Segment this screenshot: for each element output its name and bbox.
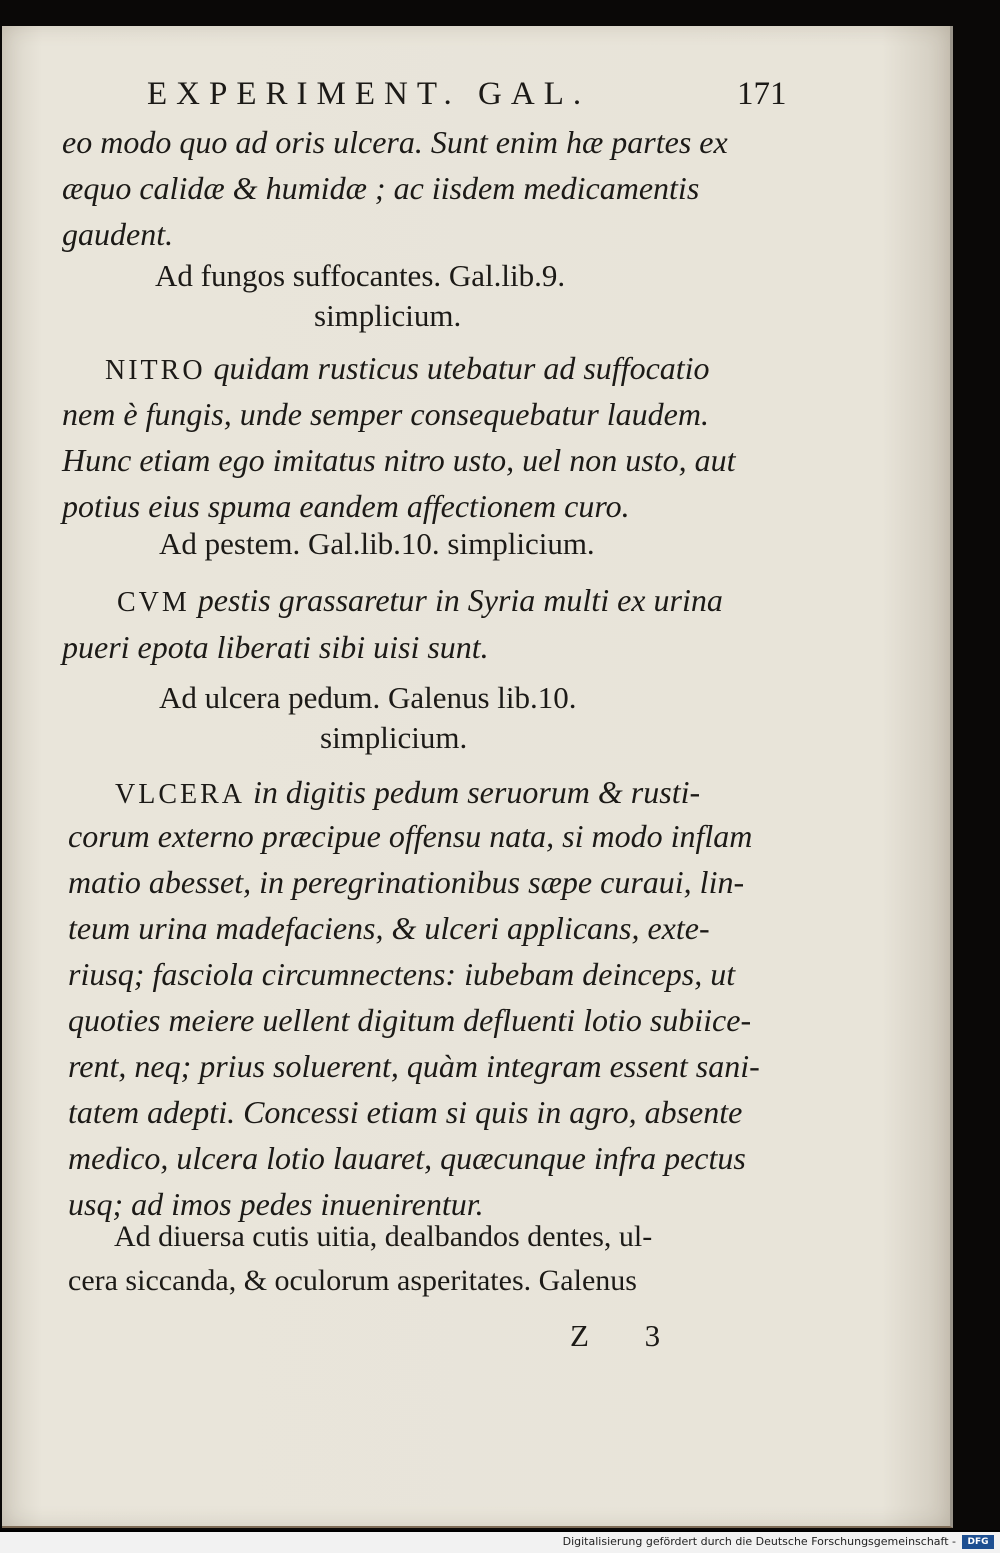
text-line [117,582,723,619]
section-heading: Ad pestem. Gal.lib.10. simplicium. [159,526,595,561]
text-line: gaudent. [62,216,174,252]
initial-word: VLCERA [115,779,245,810]
section-heading: simplicium. [314,298,462,333]
page-number: 171 [737,76,787,112]
text-line: eo modo quo ad oris ulcera. Sunt enim hæ partes ex [62,124,728,160]
text-line: riusq; fasciola circumnectens: iubebam deinceps, ut [68,956,736,992]
text-line: potius eius spuma eandem affectionem curo. [62,488,630,524]
section-heading: cera siccanda, & oculorum asperitates. Galenus [68,1264,637,1297]
initial-word: CVM [117,587,190,618]
footer-credit: Digitalisierung gefördert durch die Deutsche Forschungsgemeinschaft - [562,1535,956,1548]
text-line: medico, ulcera lotio lauaret, quæcunque infra pectus [68,1140,746,1176]
footer-bar [0,1532,1000,1553]
text-line: usq; ad imos pedes inuenirentur. [68,1186,484,1222]
text-line: quoties meiere uellent digitum defluenti lotio subiice- [68,1002,752,1038]
text-line: teum urina madefaciens, & ulceri applicans, exte- [68,910,710,946]
text-line: rent, neq; prius soluerent, quàm integram essent sani- [68,1048,760,1084]
running-head: EXPERIMENT. GAL. [147,76,591,112]
text-line: matio abesset, in peregrinationibus sæpe curaui, lin- [68,864,745,900]
section-heading: Ad fungos suffocantes. Gal.lib.9. [155,258,566,293]
section-heading: Ad ulcera pedum. Galenus lib.10. [159,680,577,715]
dfg-logo-icon: DFG [962,1535,994,1549]
text-line: corum externo præcipue offensu nata, si modo inflam [68,818,753,854]
signature-mark: Z 3 [570,1318,685,1353]
text-line: tatem adepti. Concessi etiam si quis in agro, absente [68,1094,743,1130]
text-line [115,774,700,811]
text-line-rest: quidam rusticus utebatur ad suffocatio [213,350,710,386]
text-line-rest: in digitis pedum seruorum & rusti- [253,774,701,810]
text-line: Hunc etiam ego imitatus nitro usto, uel non usto, aut [62,442,736,478]
section-heading: simplicium. [320,720,468,755]
text-line: æquo calidæ & humidæ ; ac iisdem medicamentis [62,170,700,206]
section-heading: Ad diuersa cutis uitia, dealbandos dentes, ul- [114,1220,653,1253]
text-line-rest: pestis grassaretur in Syria multi ex urina [197,582,723,618]
text-line: pueri epota liberati sibi uisi sunt. [62,629,489,665]
text-line: nem è fungis, unde semper consequebatur laudem. [62,396,709,432]
initial-word: NITRO [105,355,206,386]
book-page [2,26,953,1528]
text-line [105,350,710,387]
